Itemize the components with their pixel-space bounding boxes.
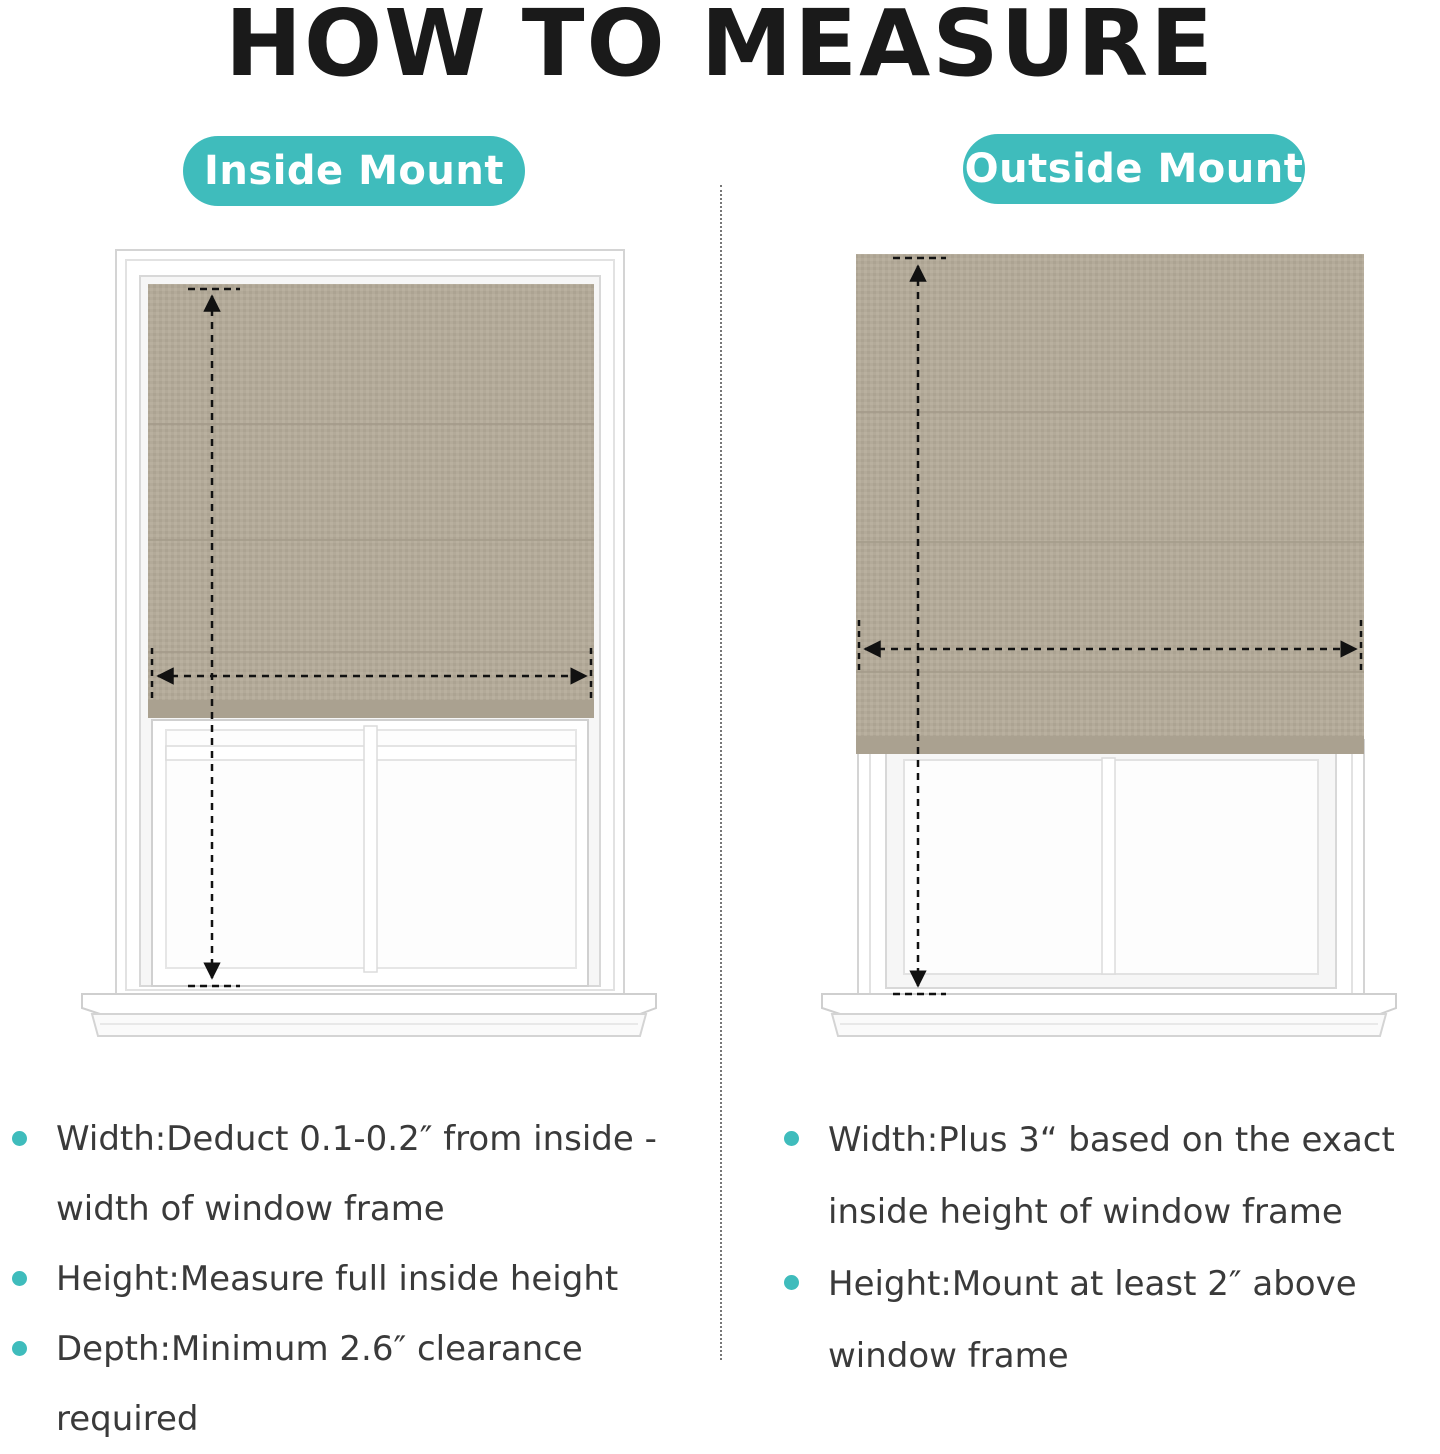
inside-window-sill	[82, 994, 656, 1036]
outside-mount-shade	[856, 254, 1364, 754]
list-item: Height:Mount at least 2″ above window frame	[782, 1248, 1437, 1392]
outside-mount-instructions	[782, 1104, 1437, 1392]
list-item: Height:Measure full inside height	[10, 1244, 710, 1314]
list-item: Depth:Minimum 2.6″ clearance required	[10, 1314, 710, 1454]
inside-mount-badge: Inside Mount	[183, 136, 525, 206]
outside-mount-window	[822, 254, 1396, 1036]
page-title: HOW TO MEASURE	[225, 0, 1215, 97]
outside-window-sill	[822, 994, 1396, 1036]
list-item: Width:Plus 3“ based on the exact inside height of window frame	[782, 1104, 1437, 1248]
inside-mount-shade	[148, 284, 594, 718]
inside-mount-instructions	[10, 1104, 710, 1454]
outside-mount-badge: Outside Mount	[963, 134, 1305, 204]
inside-mount-window	[82, 250, 656, 1036]
list-item: Width:Deduct 0.1-0.2″ from inside - width of window frame	[10, 1104, 710, 1244]
